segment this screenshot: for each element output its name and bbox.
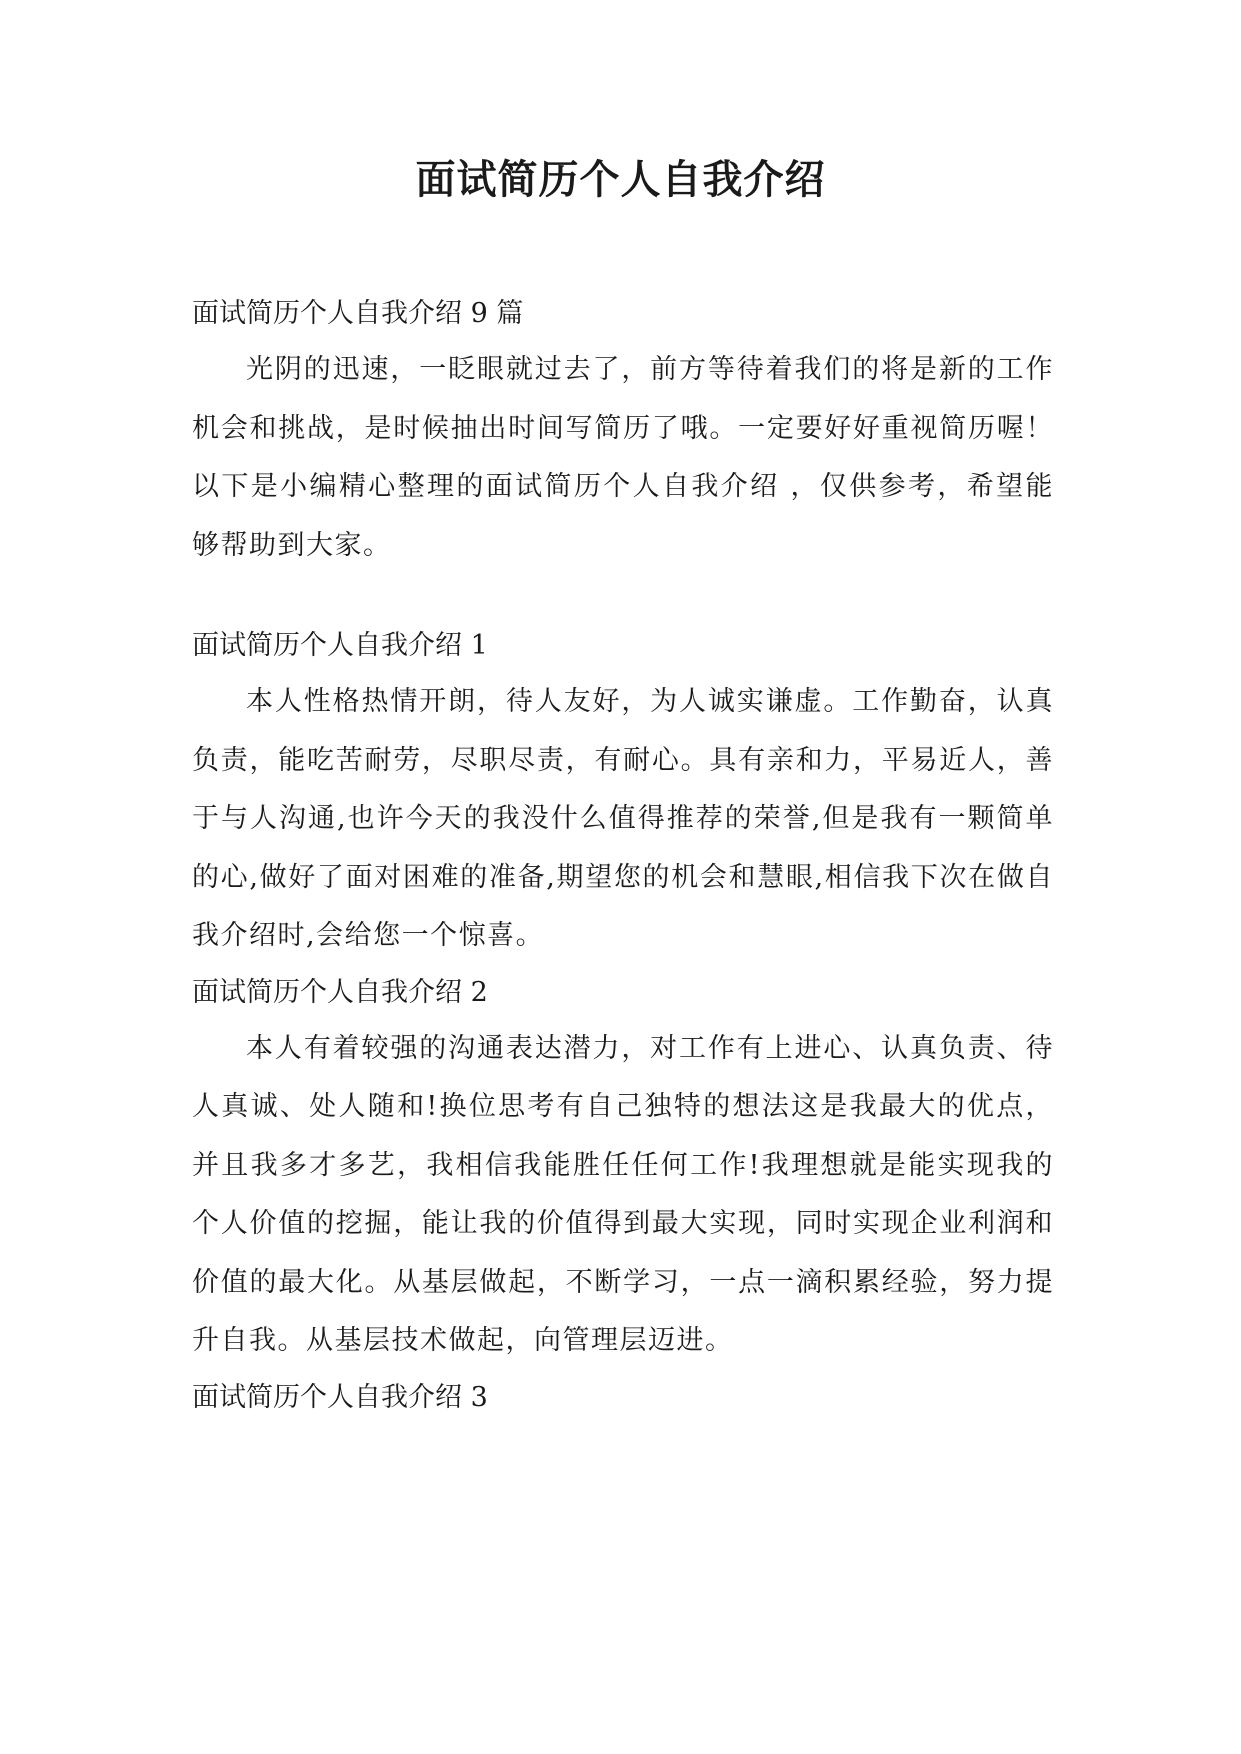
document-body bbox=[192, 287, 1054, 1425]
document-subtitle: 面试简历个人自我介绍 9 篇 bbox=[192, 298, 524, 329]
document-title: 面试简历个人自我介绍 bbox=[415, 156, 826, 203]
section-heading: 面试简历个人自我介绍 2 bbox=[192, 976, 488, 1008]
section-heading: 面试简历个人自我介绍 3 bbox=[192, 1381, 488, 1413]
intro-paragraph: 光阴的迅速，一眨眼就过去了，前方等待着我们的将是新的工作机会和挑战，是时候抽出时间写简历了哦。一定要好好重视简历喔！以下是小编精心整理的面试简历个人自我介绍 ，仅供参考，希望能够帮助到大家。 bbox=[192, 354, 1054, 561]
section-paragraph: 本人有着较强的沟通表达潜力，对工作有上进心、认真负责、待人真诚、处人随和!换位思考有自己独特的想法这是我最大的优点，并且我多才多艺，我相信我能胜任任何工作!我理想就是能实现我的个人价值的挖掘，能让我的价值得到最大实现，同时实现企业利润和价值的最大化。从基层做起，不断学习，一点一滴积累经验，努力提升自我。从基层技术做起，向管理层迈进。 bbox=[192, 1032, 1054, 1356]
section-heading: 面试简历个人自我介绍 1 bbox=[192, 630, 488, 661]
paragraph-spacer bbox=[192, 575, 1054, 619]
section-paragraph: 本人性格热情开朗，待人友好，为人诚实谦虚。工作勤奋，认真负责，能吃苦耐劳，尽职尽责，有耐心。具有亲和力，平易近人，善于与人沟通,也许今天的我没什么值得推荐的荣誉,但是我有一颗简单的心,做好了面对困难的准备,期望您的机会和慧眼,相信我下次在做自我介绍时,会给您一个惊喜。 bbox=[192, 686, 1054, 951]
